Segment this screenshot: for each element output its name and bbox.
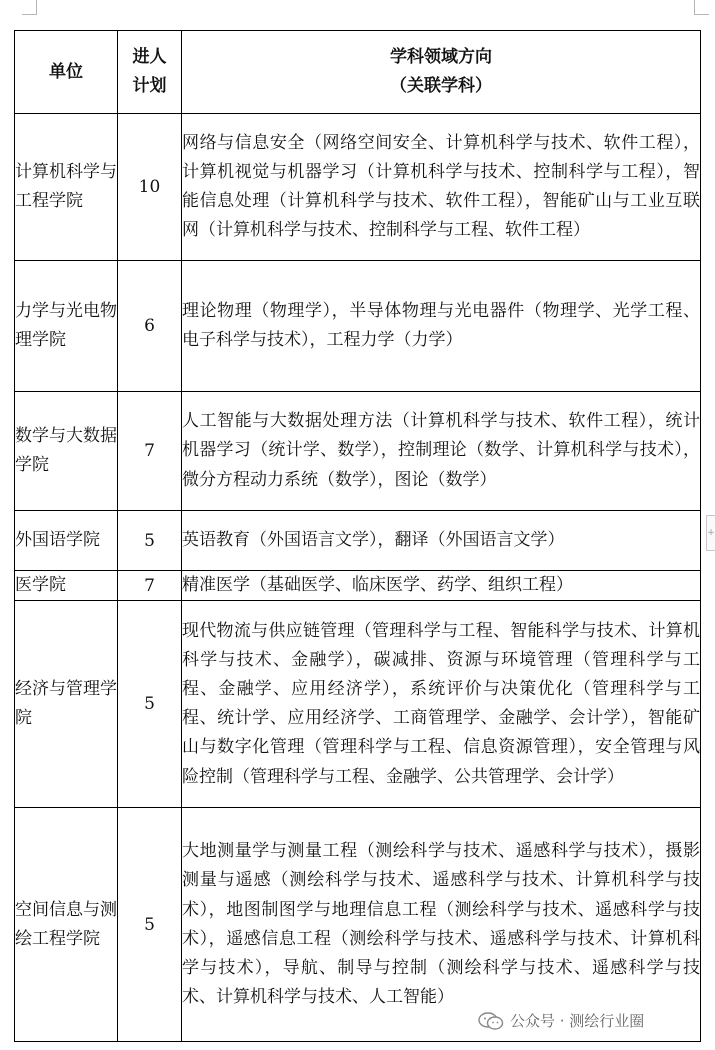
unit-cell: 空间信息与测绘工程学院	[15, 808, 118, 1042]
header-plan-line2: 计划	[132, 76, 167, 96]
side-scroll-tab[interactable]: +	[706, 515, 715, 551]
plan-cell: 5	[118, 511, 182, 571]
field-cell: 大地测量学与测量工程（测绘科学与技术、遥感科学与技术），摄影测量与遥感（测绘科学与技术、遥感科学与技术、计算机科学与技术），地图制图学与地理信息工程（测绘科学与技术、遥感科学与技术），遥感信息工程（测绘科学与技术、遥感科学与技术、计算机科学与技术），导航、制导与控制（测绘科学与技术、遥感科学与技术、计算机科学与技术、人工智能）	[182, 808, 701, 1042]
table-row	[15, 571, 701, 601]
field-cell: 人工智能与大数据处理方法（计算机科学与技术、软件工程），统计机器学习（统计学、数学），控制理论（数学、计算机科学与技术），微分方程动力系统（数学），图论（数学）	[182, 392, 701, 511]
unit-cell: 力学与光电物理学院	[15, 261, 118, 392]
field-cell: 现代物流与供应链管理（管理科学与工程、智能科学与技术、计算机科学与技术、金融学），碳减排、资源与环境管理（管理科学与工程、金融学、应用经济学），系统评价与决策优化（管理科学与工程、统计学、应用经济学、工商管理学、金融学、会计学），智能矿山与数字化管理（管理科学与工程、信息资源管理），安全管理与风险控制（管理科学与工程、金融学、公共管理学、会计学）	[182, 601, 701, 808]
plan-cell: 6	[118, 261, 182, 392]
recruitment-table	[14, 30, 701, 1042]
wechat-icon	[478, 1012, 504, 1030]
unit-cell: 外国语学院	[15, 511, 118, 571]
field-cell: 英语教育（外国语言文学），翻译（外国语言文学）	[182, 511, 701, 571]
plan-cell: 7	[118, 392, 182, 511]
unit-cell: 医学院	[15, 571, 118, 601]
header-field-line2: （关联学科）	[390, 76, 492, 96]
table-row	[15, 114, 701, 261]
plan-cell: 10	[118, 114, 182, 261]
table-row	[15, 601, 701, 808]
header-unit: 单位	[15, 31, 118, 114]
plan-cell: 5	[118, 808, 182, 1042]
unit-cell: 数学与大数据学院	[15, 392, 118, 511]
table-row	[15, 261, 701, 392]
header-field-line1: 学科领域方向	[390, 47, 492, 67]
table-row	[15, 511, 701, 571]
page-corner-mark-left	[22, 0, 37, 15]
watermark-text: 公众号 · 测绘行业圈	[510, 1012, 645, 1030]
field-cell: 网络与信息安全（网络空间安全、计算机科学与技术、软件工程），计算机视觉与机器学习（计算机科学与技术、控制科学与工程），智能信息处理（计算机科学与技术、软件工程），智能矿山与工业互联网（计算机科学与技术、控制科学与工程、软件工程）	[182, 114, 701, 261]
unit-cell: 计算机科学与工程学院	[15, 114, 118, 261]
field-cell: 精准医学（基础医学、临床医学、药学、组织工程）	[182, 571, 701, 601]
plan-cell: 7	[118, 571, 182, 601]
unit-cell: 经济与管理学院	[15, 601, 118, 808]
header-plan-line1: 进人	[132, 47, 167, 67]
header-field	[182, 31, 701, 114]
watermark	[478, 1010, 644, 1031]
table-header-row	[15, 31, 701, 114]
table-row	[15, 808, 701, 1042]
plan-cell: 5	[118, 601, 182, 808]
page-corner-mark-right	[694, 0, 709, 15]
field-cell: 理论物理（物理学），半导体物理与光电器件（物理学、光学工程、电子科学与技术），工程力学（力学）	[182, 261, 701, 392]
header-plan	[118, 31, 182, 114]
table-row	[15, 392, 701, 511]
